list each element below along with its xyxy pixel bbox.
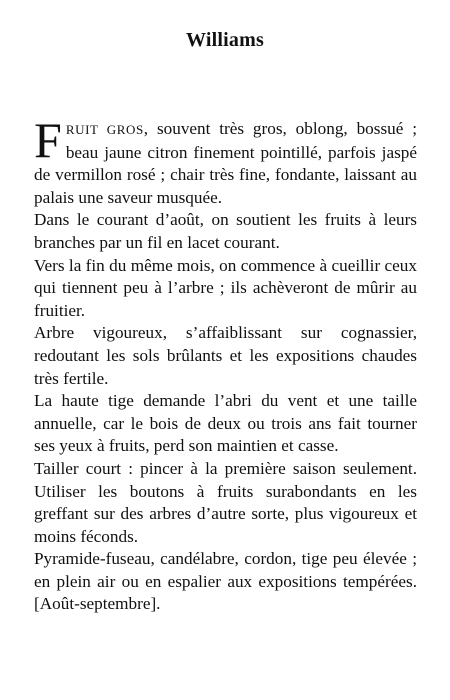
paragraph-tree: Arbre vigoureux, s’affaiblissant sur cognassier, redoutant les sols brûlants et les expositions chaudes très fertile. [34,323,417,388]
body-text [34,112,417,616]
paragraph-description [34,112,417,209]
page-title: Williams [186,29,264,51]
drop-cap: F [34,112,62,168]
small-caps-lead: RUIT GROS [65,122,144,137]
paragraph-support: Dans le courant d’août, on soutient les fruits à leurs branches par un fil en lacet courant. [34,210,417,252]
paragraph-harvest: Vers la fin du même mois, on commence à cueillir ceux qui tiennent peu à l’arbre ; ils achèveront de mûrir au fruitier. [34,255,417,320]
paragraph-text: , souvent très gros, oblong, bossué ; beau jaune citron finement pointillé, parfois jaspé de vermillon rosé ; chair très fine, fondante, laissant au palais une saveur musquée. [34,119,417,207]
paragraph-pruning: Tailler court : pincer à la première saison seulement. Utiliser les boutons à fruits surabondants en les greffant sur des arbres d’autre sorte, plus vigoureux et moins féconds. [34,458,417,546]
paragraph-forms: Pyramide-fuseau, candélabre, cordon, tige peu élevée ; en plein air ou en espalier aux expositions tempérées. [Août-septembre]. [34,549,417,614]
paragraph-standard-tree: La haute tige demande l’abri du vent et une taille annuelle, car le bois de deux ou trois ans fait tourner ses yeux à fruits, perd son maintien et casse. [34,391,417,456]
